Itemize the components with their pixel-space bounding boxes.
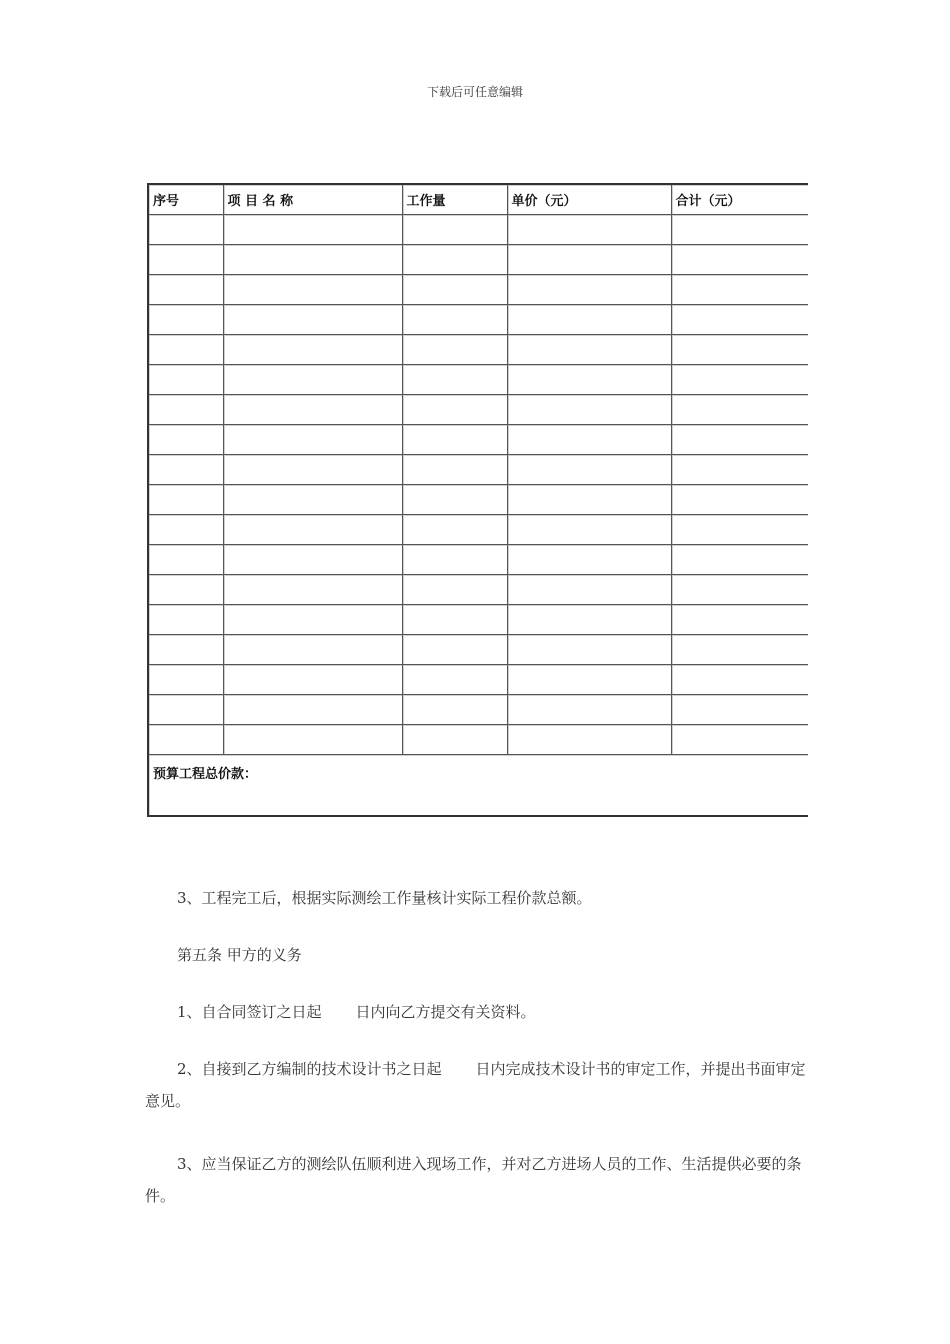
column-header-item-name: 项 目 名 称 (223, 184, 402, 215)
cell-unit-price (507, 575, 671, 605)
cell-index (148, 215, 223, 245)
cell-item-name (223, 455, 402, 485)
cell-quantity (402, 455, 507, 485)
table-row (148, 455, 808, 485)
cell-unit-price (507, 215, 671, 245)
table-row (148, 365, 808, 395)
column-header-index: 序号 (148, 184, 223, 215)
cell-subtotal (671, 365, 808, 395)
cell-subtotal (671, 215, 808, 245)
table-row (148, 725, 808, 755)
cell-unit-price (507, 425, 671, 455)
cell-index (148, 575, 223, 605)
cell-quantity (402, 575, 507, 605)
cell-item-name (223, 335, 402, 365)
cell-index (148, 605, 223, 635)
cell-quantity (402, 305, 507, 335)
cell-unit-price (507, 365, 671, 395)
cell-quantity (402, 275, 507, 305)
cell-index (148, 335, 223, 365)
cell-quantity (402, 725, 507, 755)
cell-unit-price (507, 605, 671, 635)
table-row (148, 275, 808, 305)
obligation-2-part-a: 2、自接到乙方编制的技术设计书之日起 (177, 1060, 442, 1078)
cell-quantity (402, 245, 507, 275)
cell-subtotal (671, 665, 808, 695)
table-row (148, 515, 808, 545)
budget-table (147, 183, 808, 817)
cell-index (148, 665, 223, 695)
table-row (148, 215, 808, 245)
cell-item-name (223, 545, 402, 575)
paragraph-completion: 3、工程完工后，根据实际测绘工作量核计实际工程价款总额。 (177, 889, 592, 907)
cell-subtotal (671, 395, 808, 425)
cell-subtotal (671, 425, 808, 455)
table-row (148, 635, 808, 665)
table-row (148, 545, 808, 575)
cell-item-name (223, 665, 402, 695)
column-header-subtotal: 合计（元） (671, 184, 808, 215)
cell-subtotal (671, 635, 808, 665)
paragraph-obligation-3: 3、应当保证乙方的测绘队伍顺利进入现场工作，并对乙方进场人员的工作、生活提供必要的条件。 (145, 1155, 802, 1205)
cell-quantity (402, 335, 507, 365)
cell-subtotal (671, 515, 808, 545)
cell-index (148, 725, 223, 755)
cell-quantity (402, 215, 507, 245)
cell-item-name (223, 575, 402, 605)
cell-item-name (223, 635, 402, 665)
cell-index (148, 515, 223, 545)
table-row (148, 665, 808, 695)
table-row (148, 395, 808, 425)
cell-quantity (402, 695, 507, 725)
cell-quantity (402, 635, 507, 665)
table-row (148, 485, 808, 515)
cell-item-name (223, 365, 402, 395)
cell-index (148, 305, 223, 335)
cell-unit-price (507, 725, 671, 755)
cell-item-name (223, 215, 402, 245)
table-body (148, 215, 808, 817)
cell-item-name (223, 245, 402, 275)
paragraph-obligation-1 (145, 996, 807, 1028)
cell-unit-price (507, 395, 671, 425)
table-row (148, 575, 808, 605)
table-row (148, 335, 808, 365)
cell-unit-price (507, 275, 671, 305)
cell-subtotal (671, 605, 808, 635)
table-row (148, 245, 808, 275)
cell-quantity (402, 545, 507, 575)
cell-index (148, 365, 223, 395)
cell-subtotal (671, 245, 808, 275)
cell-subtotal (671, 725, 808, 755)
paragraph-obligation-2 (145, 1053, 807, 1117)
cell-index (148, 425, 223, 455)
cell-subtotal (671, 275, 808, 305)
section-heading-article-5: 第五条 甲方的义务 (177, 946, 302, 964)
total-row (148, 755, 808, 817)
cell-quantity (402, 605, 507, 635)
cell-subtotal (671, 485, 808, 515)
cell-item-name (223, 515, 402, 545)
cell-item-name (223, 395, 402, 425)
cell-unit-price (507, 635, 671, 665)
cell-subtotal (671, 305, 808, 335)
cell-unit-price (507, 335, 671, 365)
cell-item-name (223, 305, 402, 335)
table-row (148, 695, 808, 725)
cell-index (148, 695, 223, 725)
obligation-2-part-b: 日内完成技术设计书的审定工作，并提出书面审定意见。 (145, 1060, 806, 1110)
cell-quantity (402, 425, 507, 455)
cell-subtotal (671, 335, 808, 365)
cell-unit-price (507, 695, 671, 725)
cell-unit-price (507, 545, 671, 575)
table-row (148, 305, 808, 335)
table-header-row (148, 184, 808, 215)
table-row (148, 605, 808, 635)
obligation-1-part-b: 日内向乙方提交有关资料。 (355, 1003, 536, 1021)
cell-unit-price (507, 305, 671, 335)
cell-subtotal (671, 575, 808, 605)
cell-index (148, 485, 223, 515)
cell-index (148, 395, 223, 425)
page-header: 下载后可任意编辑 (426, 85, 523, 99)
cell-quantity (402, 395, 507, 425)
cell-quantity (402, 515, 507, 545)
cell-item-name (223, 425, 402, 455)
column-header-quantity: 工作量 (402, 184, 507, 215)
column-header-unit-price: 单价（元） (507, 184, 671, 215)
cell-unit-price (507, 485, 671, 515)
cell-index (148, 245, 223, 275)
cell-index (148, 635, 223, 665)
cell-item-name (223, 485, 402, 515)
cell-subtotal (671, 455, 808, 485)
cell-subtotal (671, 695, 808, 725)
cell-unit-price (507, 455, 671, 485)
cell-index (148, 275, 223, 305)
cell-quantity (402, 365, 507, 395)
cell-item-name (223, 725, 402, 755)
obligation-1-part-a: 1、自合同签订之日起 (177, 1003, 322, 1021)
cell-unit-price (507, 515, 671, 545)
table-row (148, 425, 808, 455)
cell-unit-price (507, 665, 671, 695)
cell-subtotal (671, 545, 808, 575)
cell-index (148, 455, 223, 485)
cell-item-name (223, 695, 402, 725)
cell-quantity (402, 485, 507, 515)
cell-quantity (402, 665, 507, 695)
cell-unit-price (507, 245, 671, 275)
cell-item-name (223, 605, 402, 635)
total-label: 预算工程总价款： (148, 755, 808, 817)
cell-item-name (223, 275, 402, 305)
cell-index (148, 545, 223, 575)
